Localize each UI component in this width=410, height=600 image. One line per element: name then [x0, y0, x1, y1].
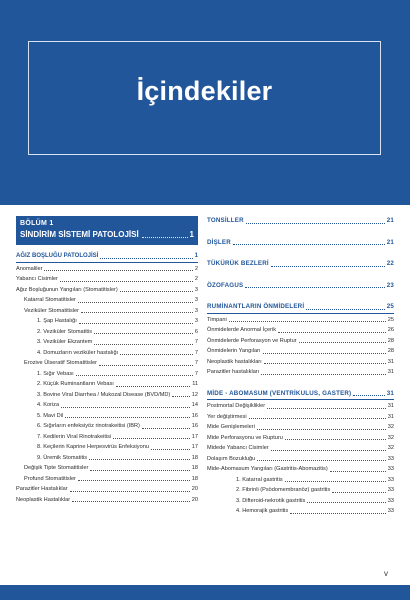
toc-entry[interactable] [16, 442, 198, 453]
toc-entry-page: 32 [387, 445, 394, 451]
leader-dots [65, 417, 190, 418]
section-gap [207, 378, 394, 389]
leader-dots [245, 287, 384, 288]
toc-entry-page: 3 [194, 297, 198, 303]
toc-entry-page: 3 [194, 318, 198, 324]
leader-dots [249, 418, 386, 419]
leader-dots [142, 428, 190, 429]
toc-entry-page: 33 [387, 497, 394, 504]
toc-entry-label: 7. Kedilerin Viral Rinotrakeitisi [37, 433, 112, 440]
toc-entry-page: 16 [191, 423, 198, 429]
toc-entry-label: 2. Küçük Ruminantların Vebası [37, 381, 114, 387]
toc-entry[interactable] [16, 264, 198, 275]
toc-entry[interactable] [16, 306, 198, 317]
leader-dots [70, 491, 190, 492]
leader-dots [285, 439, 386, 440]
toc-entry-label: Mide-Abomasum Yangıları (Gastritis-Abomazitis) [207, 466, 328, 472]
toc-entry-page: 1 [194, 253, 198, 259]
toc-entry-page: 7 [194, 339, 198, 345]
leader-dots [278, 332, 386, 333]
leader-dots [306, 309, 384, 310]
toc-entry-page: 3 [194, 307, 198, 314]
toc-entry-page: 25 [387, 316, 394, 323]
toc-entry[interactable] [16, 316, 198, 327]
toc-entry-page: 18 [191, 454, 198, 461]
leader-dots [229, 321, 386, 322]
leader-dots [353, 395, 384, 396]
toc-entry-page: 20 [191, 496, 198, 503]
toc-entry-label: Yabancı Cisimler [16, 276, 58, 282]
toc-section-heading[interactable] [207, 389, 394, 400]
toc-entry[interactable] [16, 337, 198, 348]
leader-dots [61, 407, 190, 408]
toc-right-column [207, 216, 394, 517]
leader-dots [246, 223, 385, 224]
toc-entry[interactable] [207, 325, 394, 336]
toc-entry-label: Katarral Stomatitisler [24, 297, 76, 303]
toc-entry[interactable] [16, 474, 198, 485]
toc-entry-label: Ağız Boşluğunun Yangıları (Stomatitisler) [16, 286, 118, 293]
toc-entry-label: 1. Katarral gastritis [236, 476, 283, 483]
leader-dots [264, 363, 386, 364]
leader-dots [113, 438, 190, 439]
toc-section-heading[interactable] [207, 259, 394, 270]
toc-entry-page: 32 [387, 424, 394, 430]
toc-entry-label: ÖZOFAGUS [207, 281, 244, 289]
section-gap [207, 248, 394, 259]
toc-entry[interactable] [16, 295, 198, 306]
leader-dots [120, 354, 193, 355]
leader-dots [60, 281, 193, 282]
toc-entry-label: Profund Stomatitisler [24, 475, 76, 482]
toc-entry[interactable] [207, 315, 394, 326]
toc-entry[interactable] [207, 454, 394, 465]
leader-dots [120, 291, 193, 292]
leader-dots [290, 513, 386, 514]
leader-dots [76, 375, 193, 376]
toc-entry-label: DİŞLER [207, 238, 231, 246]
chapter-title-row [20, 229, 194, 241]
toc-entry-page: 31 [387, 413, 394, 420]
toc-entry-page: 11 [192, 381, 198, 387]
toc-entry[interactable] [207, 464, 394, 475]
toc-entry-page: 17 [191, 444, 198, 450]
toc-entry-label: 9. Üremik Stomatitis [37, 454, 88, 461]
toc-entry-page: 12 [191, 391, 198, 398]
toc-entry-page: 22 [386, 260, 394, 267]
toc-entry[interactable] [16, 390, 198, 401]
toc-section-heading[interactable] [207, 216, 394, 227]
toc-entry-page: 7 [194, 370, 198, 377]
toc-entry-label: Midede Yabancı Cisimler [207, 445, 269, 451]
toc-entry[interactable] [16, 274, 198, 285]
toc-entry[interactable] [16, 432, 198, 443]
toc-entry-page: 33 [387, 487, 394, 493]
toc-entry-label: TÜKÜRÜK BEZLERİ [207, 260, 269, 267]
leader-dots [72, 501, 190, 502]
toc-entry[interactable] [207, 346, 394, 357]
section-divider [207, 313, 394, 314]
toc-list-left [16, 251, 198, 505]
toc-entry[interactable] [207, 367, 394, 378]
toc-entry[interactable] [16, 285, 198, 296]
toc-entry[interactable] [16, 327, 198, 338]
toc-entry-page: 21 [386, 217, 394, 224]
toc-entry-page: 33 [387, 508, 394, 514]
toc-entry-page: 7 [194, 349, 198, 356]
toc-entry-page: 31 [386, 389, 394, 397]
toc-entry-page: 28 [387, 348, 394, 354]
toc-entry-page: 21 [386, 238, 394, 246]
toc-entry-page: 20 [191, 486, 198, 492]
title-frame [28, 41, 381, 155]
leader-dots [332, 492, 386, 493]
toc-entry-page: 31 [387, 358, 394, 365]
toc-entry[interactable] [207, 336, 394, 347]
toc-entry-label: RUMİNANTLARIN ÖNMİDELERİ [207, 303, 305, 310]
toc-entry-label: Önmidelerde Perforasyon ve Ruptur [207, 337, 297, 344]
toc-entry-label: 4. Koriza [37, 402, 60, 408]
toc-entry-label: TONSİLLER [207, 217, 244, 224]
leader-dots [267, 408, 386, 409]
toc-entry-label: MİDE - ABOMASUM (VENTRİKULUS, GASTER) [207, 389, 352, 397]
toc-entry-label: 3. Difteroid-nekrotik gastritis [236, 497, 306, 504]
leader-dots [94, 333, 193, 334]
toc-entry-label: 5. Mavi Dil [37, 412, 64, 419]
chapter-page: 1 [189, 230, 194, 239]
toc-entry-page: 14 [191, 402, 198, 408]
toc-entry-label: 3. Veziküler Ekzantem [37, 339, 93, 345]
chapter-label: BÖLÜM 1 [20, 220, 54, 227]
leader-dots [257, 429, 386, 430]
toc-entry-label: 1. Sığır Vebası [37, 370, 74, 377]
toc-entry-label: Mide Perforasyonu ve Rupturu [207, 434, 283, 441]
toc-entry[interactable] [16, 369, 198, 380]
toc-entry[interactable] [16, 484, 198, 495]
toc-entry-page: 18 [191, 465, 198, 471]
leader-dots [257, 460, 386, 461]
leader-dots [172, 396, 190, 397]
toc-entry-page: 33 [387, 476, 394, 483]
header-band [0, 0, 410, 205]
toc-entry-label: Parazitler hastalıkları [207, 369, 260, 375]
toc-entry[interactable] [16, 463, 198, 474]
toc-entry-page: 3 [194, 286, 198, 293]
toc-entry-page: 2 [194, 265, 198, 272]
toc-left-column [16, 216, 198, 505]
toc-entry-page: 33 [387, 455, 394, 462]
leader-dots [99, 365, 193, 366]
toc-entry-page: 32 [387, 434, 394, 441]
toc-entry-label: 4. Domuzların veziküler hastalığı [37, 349, 119, 356]
toc-entry-label: Önmidelerde Anormal İçerik [207, 327, 277, 333]
leader-dots [299, 342, 386, 343]
toc-entry[interactable] [207, 475, 394, 486]
leader-dots [44, 270, 192, 271]
toc-entry-label: Önmidelerin Yangıları [207, 348, 261, 354]
footer-band [0, 585, 410, 600]
section-gap [207, 291, 394, 302]
toc-list-right [207, 216, 394, 517]
toc-section-heading[interactable] [16, 251, 198, 262]
toc-entry-page: 17 [191, 433, 198, 440]
leader-dots [151, 449, 190, 450]
leader-dots [263, 353, 386, 354]
leader-dots [285, 481, 386, 482]
toc-entry[interactable] [207, 412, 394, 423]
leader-dots [307, 502, 385, 503]
leader-dots [271, 266, 385, 267]
toc-entry-label: Yer değiştirmesi [207, 413, 247, 420]
toc-entry[interactable] [16, 358, 198, 369]
toc-entry[interactable] [207, 443, 394, 454]
toc-entry-label: 2. Veziküler Stomatitis [37, 328, 93, 335]
leader-dots [233, 244, 385, 245]
toc-entry-label: AĞIZ BOŞLUĞU PATOLOJİSİ [16, 253, 99, 259]
toc-section-heading[interactable] [207, 281, 394, 292]
toc-entry-page: 33 [387, 466, 394, 472]
toc-entry[interactable] [207, 485, 394, 496]
chapter-title: SİNDİRİM SİSTEMİ PATOLOJİSİ [20, 230, 139, 239]
leader-dots [271, 450, 386, 451]
leader-dots [142, 237, 188, 238]
leader-dots [78, 302, 193, 303]
section-gap [207, 270, 394, 281]
toc-entry-label: Mide Genişlemeleri [207, 424, 255, 430]
toc-entry-label: 1. Şap Hastalığı [37, 318, 77, 324]
toc-entry-label: Neoplastik Hastalıklar [16, 496, 71, 503]
toc-entry-page: 31 [387, 369, 394, 375]
toc-entry-page: 16 [191, 412, 198, 419]
toc-entry-page: 6 [194, 328, 198, 335]
toc-entry-label: Dolaşım Bozukluğu [207, 455, 256, 462]
toc-entry[interactable] [16, 379, 198, 390]
toc-entry[interactable] [207, 357, 394, 368]
toc-entry[interactable] [207, 401, 394, 412]
toc-entry-page: 2 [194, 276, 198, 282]
toc-entry-label: 4. Hemorajik gastritis [236, 508, 289, 514]
toc-section-heading[interactable] [207, 302, 394, 313]
toc-entry-page: 31 [387, 403, 394, 409]
toc-entry-label: 3. Bovine Viral Diarrhea / Mukozal Disease (BVD/MD) [37, 391, 171, 398]
toc-entry-label: Veziküler Stomatitisler [24, 307, 80, 314]
leader-dots [94, 344, 193, 345]
toc-entry-label: 6. Sığırların enfeksiyöz rinotrakeitisi (IBR) [37, 423, 140, 429]
toc-section-heading[interactable] [207, 238, 394, 249]
toc-entry[interactable] [207, 496, 394, 507]
toc-entry[interactable] [16, 348, 198, 359]
toc-entry-label: Timpani [207, 316, 227, 323]
toc-entry-page: 7 [194, 360, 198, 366]
page-number: v [384, 569, 388, 578]
section-divider [207, 399, 394, 400]
toc-entry-label: 8. Keçilerin Kaprine Herpesvirüs Enfeksiyonu [37, 444, 149, 450]
toc-entry[interactable] [16, 400, 198, 411]
page-title: İçindekiler [136, 76, 273, 106]
toc-entry[interactable] [16, 453, 198, 464]
toc-entry[interactable] [207, 433, 394, 444]
toc-entry-label: Erozive Ülseratif Stomatitisler [24, 360, 98, 366]
toc-entry-page: 25 [386, 303, 394, 310]
leader-dots [81, 312, 193, 313]
toc-entry[interactable] [16, 411, 198, 422]
leader-dots [78, 480, 190, 481]
toc-entry-label: Anomaliler [16, 265, 43, 272]
leader-dots [100, 258, 192, 259]
section-gap [207, 227, 394, 238]
toc-entry-page: 28 [387, 337, 394, 344]
toc-entry-label: Parazitler Hastalıklar [16, 486, 68, 492]
toc-entry-page: 26 [387, 327, 394, 333]
toc-entry[interactable] [207, 506, 394, 517]
leader-dots [79, 323, 193, 324]
toc-entry-label: Postmortal Değişiklikler [207, 403, 266, 409]
leader-dots [116, 386, 190, 387]
leader-dots [330, 471, 386, 472]
toc-entry-page: 23 [386, 281, 394, 289]
leader-dots [261, 374, 386, 375]
section-divider [16, 262, 198, 263]
leader-dots [90, 470, 189, 471]
toc-entry-page: 18 [191, 475, 198, 482]
chapter-header[interactable] [16, 216, 198, 245]
toc-entry-label: 2. Fibrinli (Psödomembranöz) gastritis [236, 487, 331, 493]
toc-entry[interactable] [16, 421, 198, 432]
leader-dots [89, 459, 190, 460]
toc-entry-label: Değişik Tipte Stomatitisler [24, 465, 89, 471]
toc-entry[interactable] [207, 422, 394, 433]
toc-entry[interactable] [16, 495, 198, 506]
toc-entry-label: Neoplastik hastalıkları [207, 358, 262, 365]
